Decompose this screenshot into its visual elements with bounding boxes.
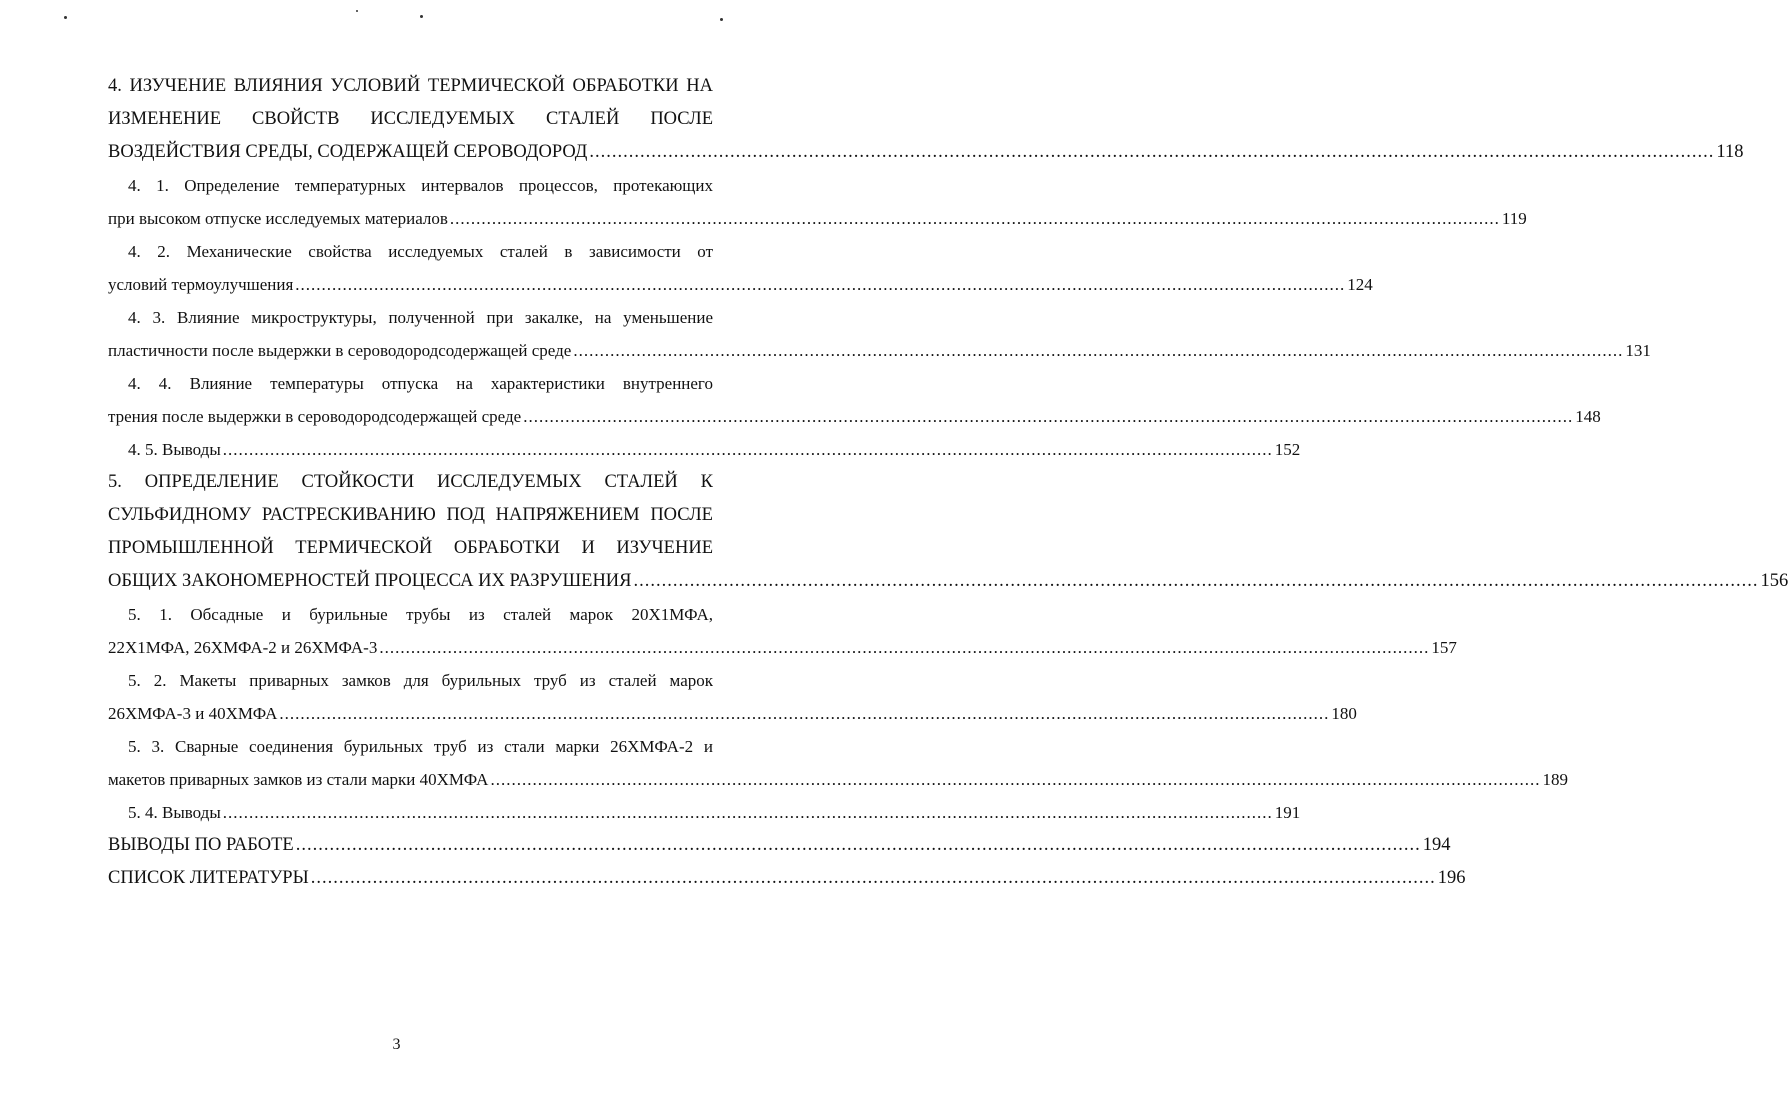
toc-entry [108, 631, 1457, 664]
toc-leader-dots: ........................................................................................................................................................................................................ [633, 571, 1759, 591]
toc-leader-dots: ........................................................................................................................................................................................................ [295, 835, 1421, 855]
toc-entry-line: СУЛЬФИДНОМУ РАСТРЕСКИВАНИЮ ПОД НАПРЯЖЕНИЕМ ПОСЛЕ [108, 505, 713, 525]
toc-entry-title: макетов приварных замков из стали марки 40ХМФА [108, 770, 489, 789]
toc-leader-dots: ........................................................................................................................................................................................................ [222, 803, 1273, 822]
toc-entry [108, 334, 1651, 367]
toc-entry [108, 697, 1357, 730]
toc-entry-title: трения после выдержки в сероводородсодержащей среде [108, 407, 522, 426]
toc-entry-line: 5. 3. Сварные соединения бурильных труб из стали марки 26ХМФА-2 и [128, 737, 713, 756]
toc-entry-line: 4. 2. Механические свойства исследуемых сталей в зависимости от [128, 242, 713, 261]
toc-entry-title: пластичности после выдержки в сероводородсодержащей среде [108, 341, 572, 360]
scan-speck [64, 16, 67, 19]
toc-leader-dots: ........................................................................................................................................................................................................ [589, 142, 1715, 162]
toc-leader-dots: ........................................................................................................................................................................................................ [523, 407, 1574, 426]
toc-leader-dots: ........................................................................................................................................................................................................ [490, 770, 1541, 789]
toc-entry-title: ВЫВОДЫ ПО РАБОТЕ [108, 835, 294, 855]
toc-entry-title: 26ХМФА-3 и 40ХМФА [108, 704, 278, 723]
toc-entry-page: 131 [1625, 341, 1651, 360]
toc-entry-page: 189 [1542, 770, 1568, 789]
toc-leader-dots: ........................................................................................................................................................................................................ [295, 275, 1346, 294]
toc-entry-title: 22Х1МФА, 26ХМФА-2 и 26ХМФА-3 [108, 638, 378, 657]
toc-leader-dots: ........................................................................................................................................................................................................ [222, 440, 1273, 459]
toc-entry-line: ПРОМЫШЛЕННОЙ ТЕРМИЧЕСКОЙ ОБРАБОТКИ И ИЗУЧЕНИЕ [108, 538, 713, 558]
toc-entry-line: 5. 1. Обсадные и бурильные трубы из сталей марок 20Х1МФА, [128, 605, 713, 624]
toc-entry [108, 136, 1744, 169]
scan-speck [356, 10, 358, 12]
toc-entry-page: 148 [1575, 407, 1601, 426]
toc-entry [108, 565, 1788, 598]
scan-speck [720, 18, 723, 21]
toc-entry-page: 157 [1431, 638, 1457, 657]
toc-entry-line: 4. ИЗУЧЕНИЕ ВЛИЯНИЯ УСЛОВИЙ ТЕРМИЧЕСКОЙ ОБРАБОТКИ НА [108, 76, 713, 96]
toc-entry-title: 4. 5. Выводы [128, 440, 221, 459]
toc-entry-page: 191 [1274, 803, 1301, 822]
toc-entry-page: 180 [1331, 704, 1357, 723]
toc-entry-line: 4. 4. Влияние температуры отпуска на характеристики внутреннего [128, 374, 713, 393]
toc-entry-title: ОБЩИХ ЗАКОНОМЕРНОСТЕЙ ПРОЦЕССА ИХ РАЗРУШЕНИЯ [108, 571, 632, 591]
toc-leader-dots: ........................................................................................................................................................................................................ [379, 638, 1430, 657]
toc-entry-page: 196 [1437, 868, 1466, 888]
toc-entry-line: 4. 3. Влияние микроструктуры, полученной при закалке, на уменьшение [128, 308, 713, 327]
toc-entry-title: условий термоулучшения [108, 275, 294, 294]
toc-entry-page: 194 [1422, 835, 1451, 855]
toc-entry-page: 152 [1274, 440, 1301, 459]
toc-entry [108, 796, 1301, 829]
toc-entry [108, 862, 1466, 895]
toc-entry-page: 118 [1716, 142, 1744, 162]
toc-entry-title: ВОЗДЕЙСТВИЯ СРЕДЫ, СОДЕРЖАЩЕЙ СЕРОВОДОРОД [108, 142, 588, 162]
toc-entry [108, 202, 1527, 235]
toc-leader-dots: ........................................................................................................................................................................................................ [449, 209, 1500, 228]
toc-leader-dots: ........................................................................................................................................................................................................ [279, 704, 1330, 723]
toc-entry [108, 829, 1451, 862]
toc-entry-page: 124 [1347, 275, 1373, 294]
page-number: 3 [392, 1036, 401, 1053]
toc-entry-title: 5. 4. Выводы [128, 803, 221, 822]
toc-entry [108, 763, 1568, 796]
toc-entry-page: 119 [1501, 209, 1527, 228]
toc-entry-title: при высоком отпуске исследуемых материалов [108, 209, 448, 228]
scan-speck [420, 15, 423, 18]
toc-entry [108, 400, 1601, 433]
toc-entry-line: 5. 2. Макеты приварных замков для бурильных труб из сталей марок [128, 671, 713, 690]
table-of-contents [108, 70, 1788, 895]
toc-entry-line: ИЗМЕНЕНИЕ СВОЙСТВ ИССЛЕДУЕМЫХ СТАЛЕЙ ПОСЛЕ [108, 109, 713, 129]
toc-leader-dots: ........................................................................................................................................................................................................ [573, 341, 1624, 360]
toc-leader-dots: ........................................................................................................................................................................................................ [310, 868, 1436, 888]
toc-entry-title: СПИСОК ЛИТЕРАТУРЫ [108, 868, 309, 888]
toc-entry [108, 433, 1301, 466]
toc-entry-line: 5. ОПРЕДЕЛЕНИЕ СТОЙКОСТИ ИССЛЕДУЕМЫХ СТАЛЕЙ К [108, 472, 713, 492]
toc-entry-line: 4. 1. Определение температурных интервалов процессов, протекающих [128, 176, 713, 195]
toc-entry [108, 268, 1373, 301]
toc-entry-page: 156 [1760, 571, 1788, 591]
